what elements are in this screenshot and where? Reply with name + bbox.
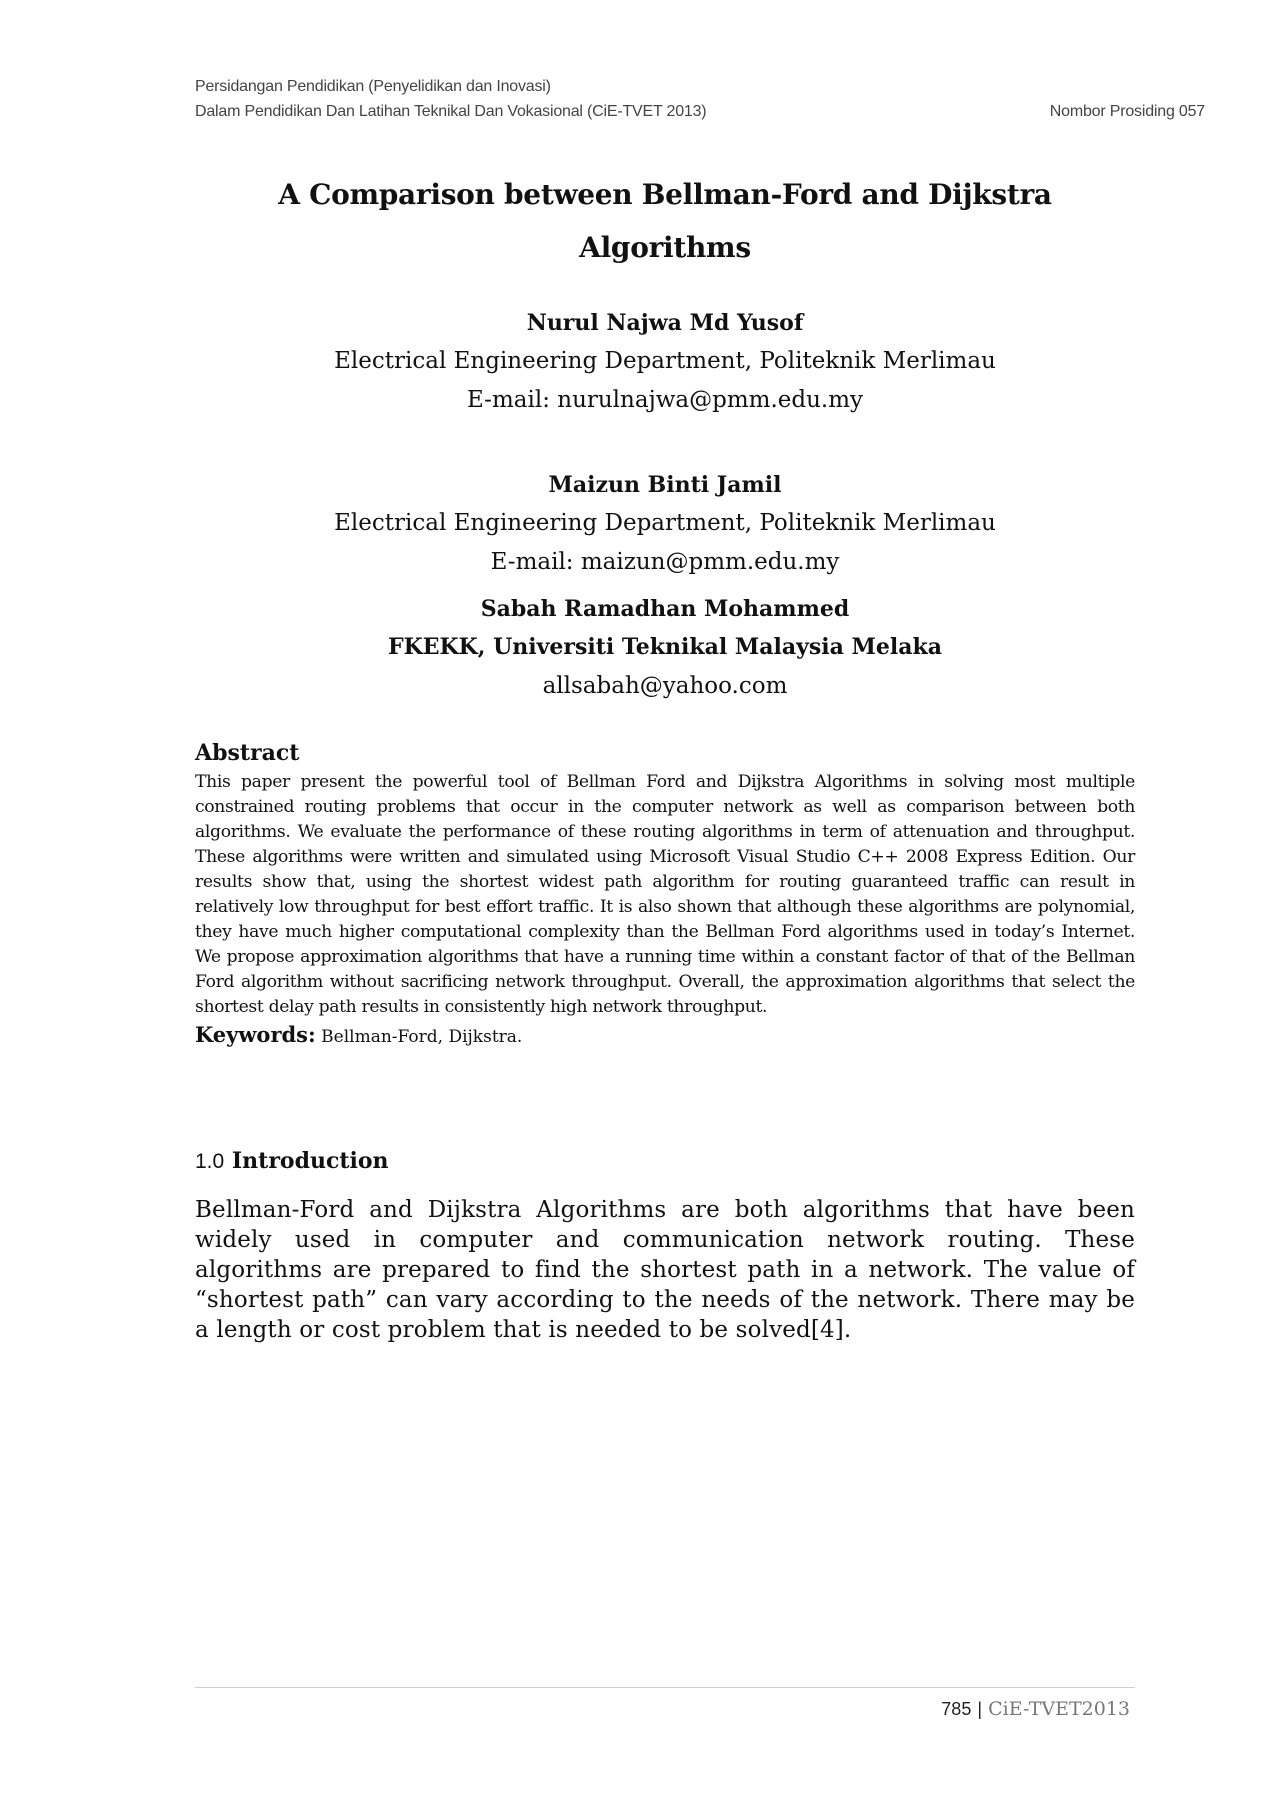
author-name: Maizun Binti Jamil <box>548 472 782 498</box>
introduction-section <box>195 1145 1135 1345</box>
author-affiliation: Electrical Engineering Department, Politeknik Merlimau <box>334 510 996 536</box>
proceeding-number: Nombor Prosiding 057 <box>1049 103 1205 120</box>
header-line-2: Dalam Pendidikan Dan Latihan Teknikal Dan Vokasional (CiE-TVET 2013) <box>195 103 707 120</box>
paper-title <box>195 168 1135 274</box>
header-line-1: Persidangan Pendidikan (Penyelidikan dan Inovasi) <box>195 78 551 95</box>
author-block-2 <box>195 466 1135 582</box>
conference-name: CiE-TVET2013 <box>988 1698 1130 1720</box>
footer-divider <box>195 1687 1135 1688</box>
author-email: E-mail: maizun@pmm.edu.my <box>490 549 840 575</box>
running-header <box>195 74 1205 124</box>
keywords-list: Bellman-Ford, Dijkstra. <box>321 1027 523 1047</box>
author-name: Nurul Najwa Md Yusof <box>526 310 804 336</box>
author-block-1 <box>195 304 1135 420</box>
author-block-3 <box>195 590 1135 706</box>
section-title: Introduction <box>231 1148 389 1174</box>
author-affiliation: Electrical Engineering Department, Politeknik Merlimau <box>334 348 996 374</box>
abstract-section <box>195 738 1135 1051</box>
abstract-heading: Abstract <box>195 740 300 766</box>
section-number: 1.0 <box>195 1150 225 1173</box>
page-footer <box>195 1696 1130 1722</box>
author-affiliation: FKEKK, Universiti Teknikal Malaysia Melaka <box>388 634 942 660</box>
paper-title-line-1: A Comparison between Bellman-Ford and Dijkstra <box>278 178 1052 211</box>
header-row-2 <box>195 99 1205 124</box>
footer-separator: | <box>977 1699 983 1719</box>
keywords-label: Keywords: <box>195 1022 316 1047</box>
abstract-text: This paper present the powerful tool of Bellman Ford and Dijkstra Algorithms in solving most multiple constrained routing problems that occur in the computer network as well as comparison between both algorithms. We evaluate the performance of these routing algorithms in term of attenuation and throughput. These algorithms were written and simulated using Microsoft Visual Studio C++ 2008 Express Edition. Our results show that, using the shortest widest path algorithm for routing guaranteed traffic can result in relatively low throughput for best effort traffic. It is also shown that although these algorithms are polynomial, they have much higher computational complexity than the Bellman Ford algorithms used in today’s Internet. We propose approximation algorithms that have a running time within a constant factor of that of the Bellman Ford algorithm without sacrificing network throughput. Overall, the approximation algorithms that select the shortest delay path results in consistently high network throughput. <box>195 772 1135 1017</box>
author-name: Sabah Ramadhan Mohammed <box>480 596 850 622</box>
paper-title-block <box>195 168 1135 274</box>
author-email: allsabah@yahoo.com <box>542 673 788 699</box>
paper-title-line-2: Algorithms <box>579 231 751 264</box>
keywords <box>195 1021 1135 1051</box>
page-number: 785 <box>941 1699 972 1719</box>
author-email: E-mail: nurulnajwa@pmm.edu.my <box>466 387 864 413</box>
introduction-heading <box>195 1145 1135 1178</box>
introduction-text: Bellman-Ford and Dijkstra Algorithms are both algorithms that have been widely used in computer and communication network routing. These algorithms are prepared to find the shortest path in a network. The value of “shortest path” can vary according to the needs of the network. There may be a length or cost problem that is needed to be solved[4]. <box>195 1197 1135 1343</box>
